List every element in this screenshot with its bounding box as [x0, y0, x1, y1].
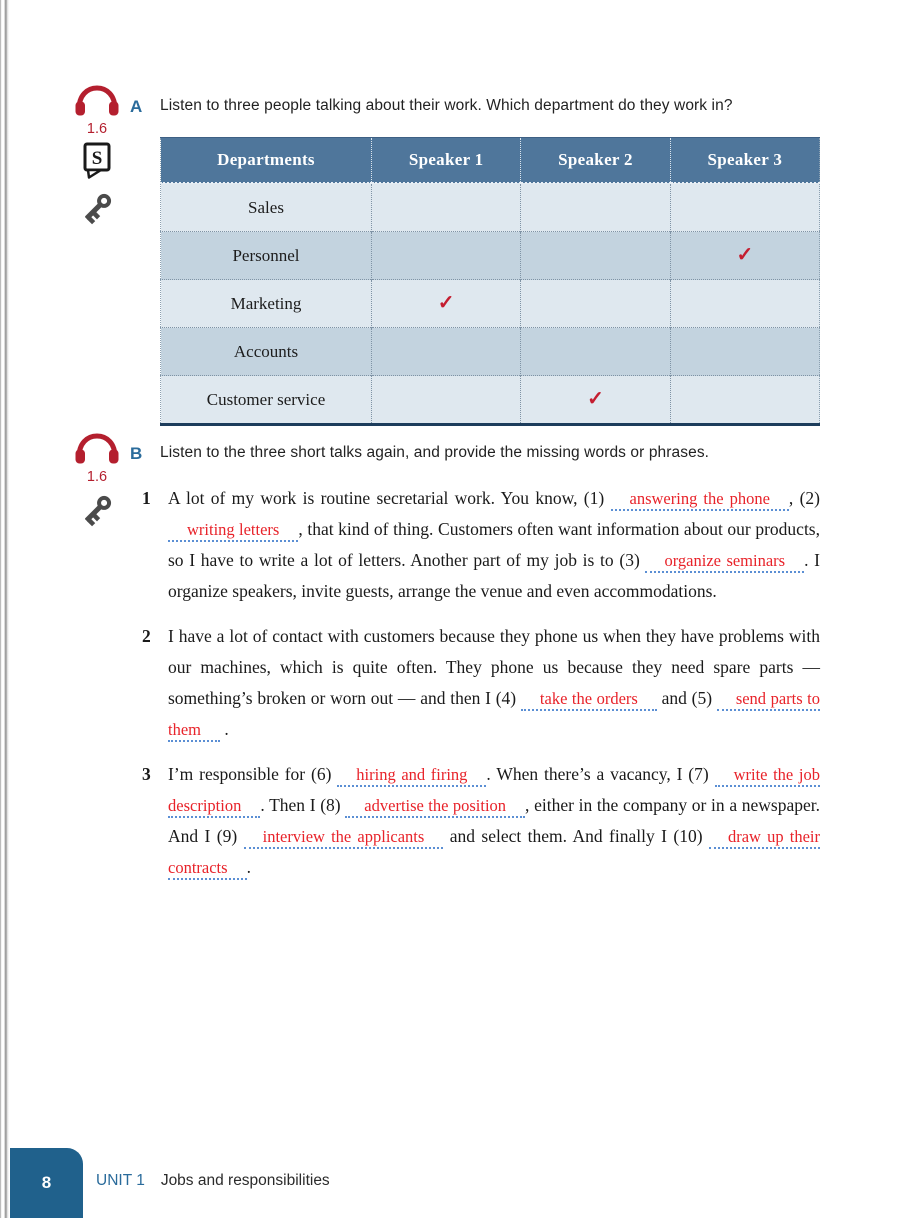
speaker-answer-cell[interactable] [521, 280, 670, 328]
section-b-margin-icons [70, 432, 124, 535]
page-binding [0, 0, 10, 1218]
answer-blank[interactable]: interview the applicants [244, 827, 444, 849]
table-header-row [161, 138, 820, 184]
speaker-answer-cell[interactable] [670, 183, 819, 232]
paragraph-text: . I organize speakers, invite guests, arrange the venue and even accommodations. [168, 550, 820, 601]
department-cell: Personnel [161, 232, 372, 280]
table-row [161, 376, 820, 425]
department-cell: Accounts [161, 328, 372, 376]
check-icon: ✓ [437, 292, 455, 314]
department-cell: Marketing [161, 280, 372, 328]
page-number: 8 [41, 1173, 52, 1192]
department-cell: Sales [161, 183, 372, 232]
speaker-answer-cell[interactable] [670, 328, 819, 376]
section-a-letter: A [130, 97, 143, 116]
item-number: 2 [142, 626, 151, 646]
paragraph-text: , either in the company or in a newspaper. And I (9) [168, 795, 821, 846]
paragraph-text: , (2) [788, 488, 821, 508]
unit-title: Jobs and responsibilities [160, 1172, 330, 1189]
table-header-cell: Speaker 2 [521, 138, 670, 184]
exercise-b-list [142, 483, 820, 897]
exercise-item [142, 483, 820, 607]
answer-blank[interactable]: take the orders [521, 689, 657, 711]
table-row [161, 328, 820, 376]
exercise-item [142, 759, 820, 883]
section-b-letter: B [130, 444, 143, 463]
table-row [161, 232, 820, 280]
check-icon: ✓ [587, 388, 604, 410]
paragraph-text: and (5) [656, 688, 717, 708]
page-number-tab [10, 1148, 83, 1218]
item-number: 1 [142, 488, 151, 508]
exercise-item [142, 621, 820, 745]
key-icon [77, 188, 117, 233]
table-header-cell: Speaker 1 [372, 138, 521, 184]
section-a-margin-icons [70, 84, 124, 233]
answer-blank[interactable]: answering the phone [611, 489, 789, 511]
footer-line [96, 1172, 330, 1190]
answer-blank[interactable]: draw up their contracts [168, 827, 820, 880]
answer-blank[interactable]: hiring and firing [337, 765, 486, 787]
audio-track-number: 1.6 [86, 121, 108, 137]
table-header-cell: Speaker 3 [670, 138, 819, 184]
check-icon: ✓ [736, 244, 754, 266]
item-paragraph [168, 759, 820, 883]
speaker-answer-cell[interactable] [372, 183, 521, 232]
speaker-answer-cell[interactable] [372, 232, 521, 280]
speaker-answer-cell[interactable] [670, 232, 819, 280]
paragraph-text: . [220, 719, 229, 739]
speaker-answer-cell[interactable] [521, 183, 670, 232]
headphones-icon [74, 432, 120, 470]
paragraph-text: A lot of my work is routine secretarial work. You know, (1) [168, 488, 611, 508]
paragraph-text: . Then I (8) [260, 795, 346, 815]
key-icon [77, 490, 117, 535]
item-number: 3 [142, 764, 151, 784]
table-row [161, 280, 820, 328]
section-b-heading [130, 444, 830, 464]
audio-track-number: 1.6 [86, 469, 108, 485]
speaker-answer-cell[interactable] [521, 376, 670, 425]
paragraph-text: I’m responsible for (6) [168, 764, 338, 784]
paragraph-text: I have a lot of contact with customers because they phone us when they have problems with our machines, which is quite often. They phone us because they need spare parts — something’s broken or worn out — and then I (4) [168, 626, 820, 708]
speaker-answer-cell[interactable] [670, 376, 819, 425]
speaker-answer-cell[interactable] [372, 328, 521, 376]
answer-blank[interactable]: advertise the position [345, 796, 525, 818]
paragraph-text: . When there’s a vacancy, I (7) [486, 764, 715, 784]
section-a-heading [130, 97, 830, 117]
paragraph-text: , that kind of thing. Customers often want information about our products, so I have to write a lot of letters. Another part of my job is to (3) [168, 519, 820, 570]
speaker-answer-cell[interactable] [372, 376, 521, 425]
item-paragraph [168, 483, 820, 607]
answer-blank[interactable]: write the job description [168, 765, 820, 818]
svg-text:S: S [91, 147, 103, 169]
speaker-answer-cell[interactable] [521, 232, 670, 280]
paragraph-text: and select them. And finally I (10) [443, 826, 709, 846]
section-b-instruction: Listen to the three short talks again, and provide the missing words or phrases. [160, 444, 710, 461]
table-header-cell: Departments [161, 138, 372, 184]
departments-table [160, 137, 820, 426]
unit-label: UNIT 1 [96, 1172, 145, 1189]
paragraph-text: . [246, 857, 251, 877]
speaker-answer-cell[interactable] [372, 280, 521, 328]
answer-blank[interactable]: writing letters [168, 520, 298, 542]
section-a-instruction: Listen to three people talking about their work. Which department do they work in? [160, 97, 733, 114]
department-cell: Customer service [161, 376, 372, 425]
table-row [161, 183, 820, 232]
item-paragraph [168, 621, 820, 745]
answer-blank[interactable]: send parts to them [168, 689, 820, 742]
speaker-answer-cell[interactable] [521, 328, 670, 376]
script-icon [83, 142, 111, 184]
table-body [161, 183, 820, 425]
answer-blank[interactable]: organize seminars [645, 551, 804, 573]
speaker-answer-cell[interactable] [670, 280, 819, 328]
headphones-icon [74, 84, 120, 122]
